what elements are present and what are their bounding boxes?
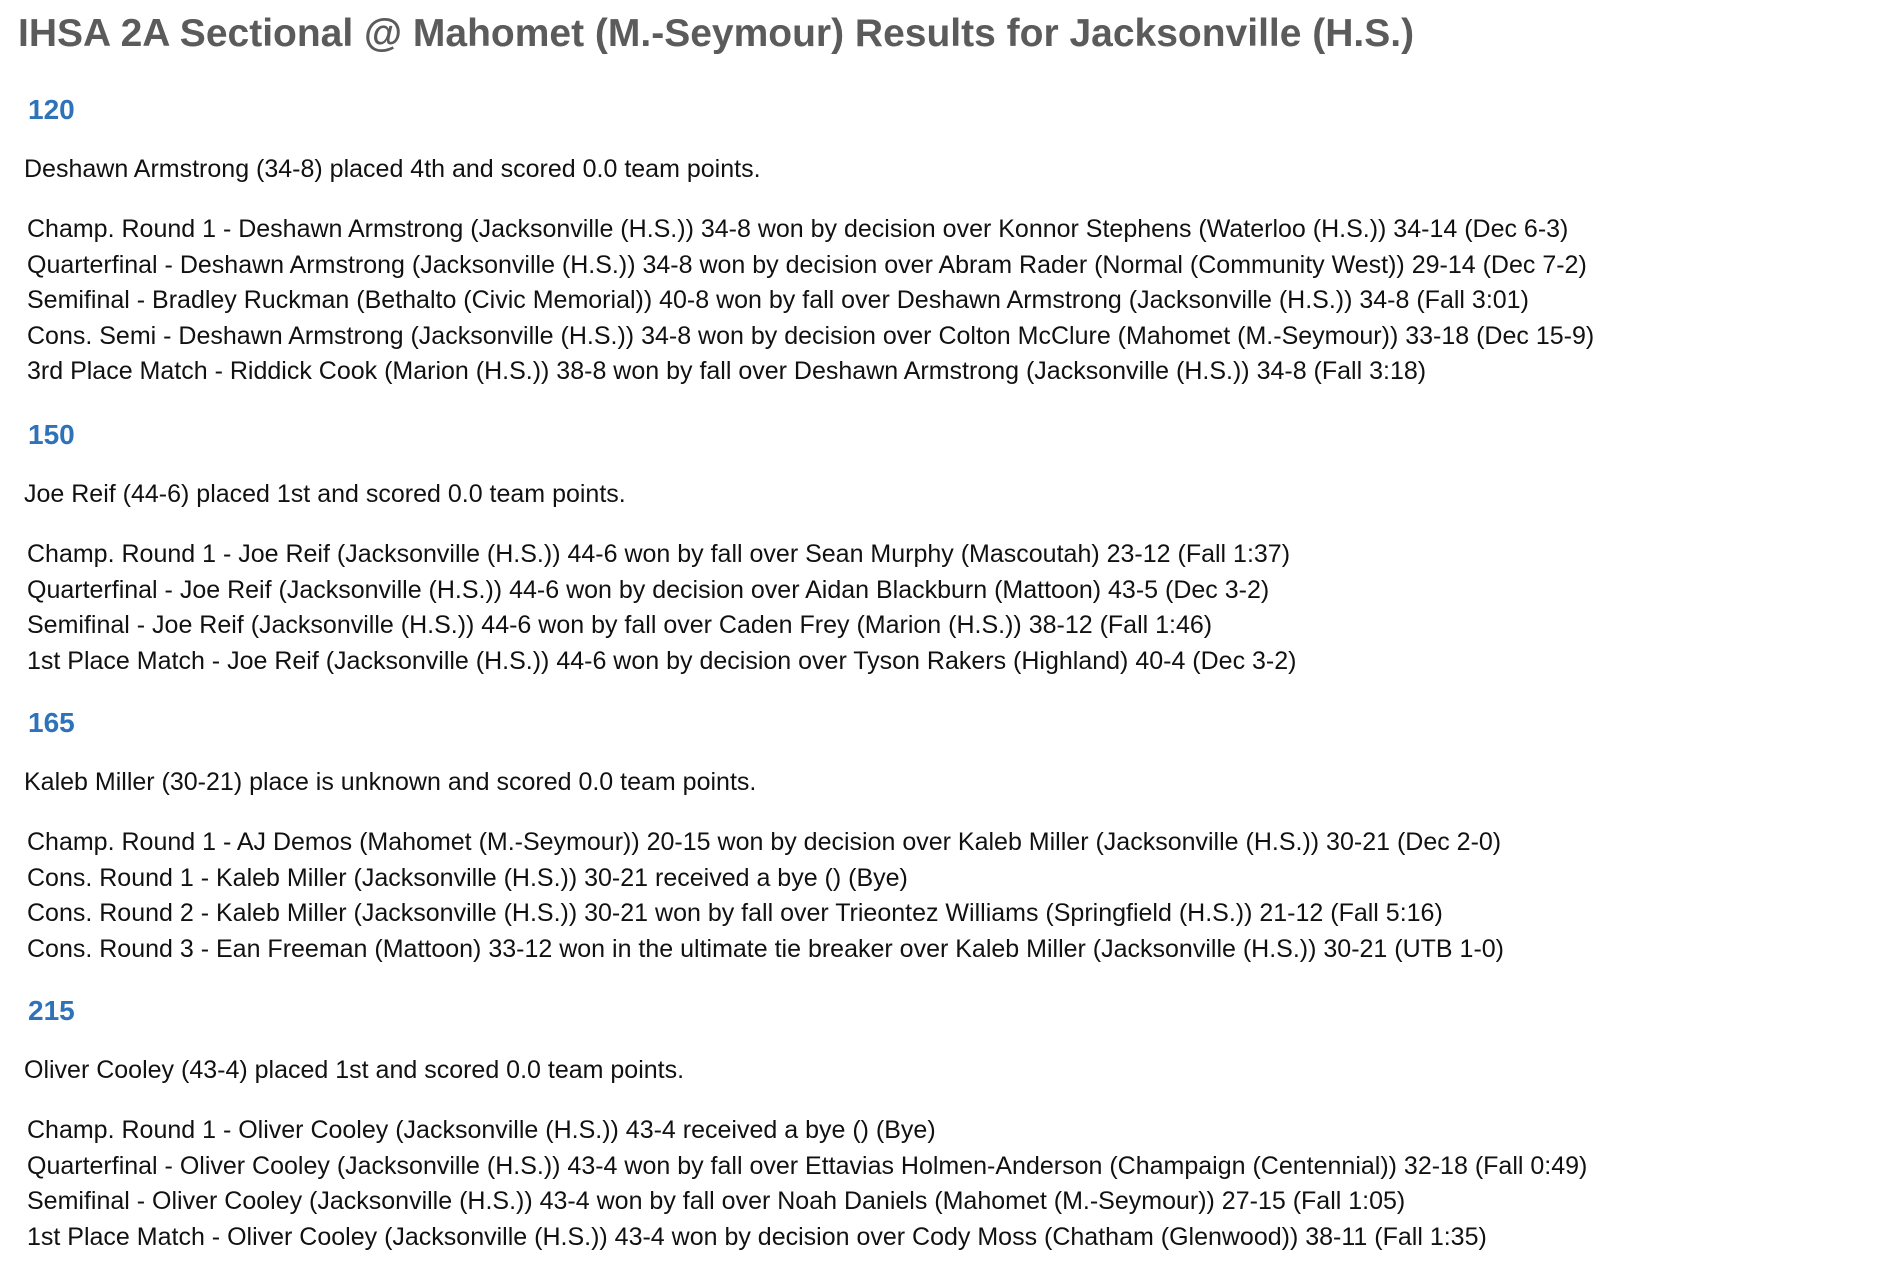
match-row: Quarterfinal - Deshawn Armstrong (Jacksonville (H.S.)) 34-8 won by decision over Abram Rader (Normal (Community West)) 29-14 (Dec 7-2) — [27, 250, 1587, 279]
match-list — [27, 825, 1504, 967]
match-row: Semifinal - Oliver Cooley (Jacksonville (H.S.)) 43-4 won by fall over Noah Daniels (Mahomet (M.-Seymour)) 27-15 (Fall 1:05) — [27, 1187, 1406, 1216]
match-row: Semifinal - Bradley Ruckman (Bethalto (Civic Memorial)) 40-8 won by fall over Deshawn Armstrong (Jacksonville (H.S.)) 34-8 (Fall 3:01) — [27, 286, 1529, 315]
match-list — [27, 212, 1594, 390]
match-row: 1st Place Match - Joe Reif (Jacksonville (H.S.)) 44-6 won by decision over Tyson Rakers (Highland) 40-4 (Dec 3-2) — [27, 646, 1297, 675]
match-list — [27, 537, 1296, 679]
wrestler-summary: Kaleb Miller (30-21) place is unknown and scored 0.0 team points. — [24, 768, 757, 796]
wrestler-summary: Deshawn Armstrong (34-8) placed 4th and scored 0.0 team points. — [24, 155, 761, 183]
weight-heading: 215 — [28, 995, 75, 1026]
match-row: 3rd Place Match - Riddick Cook (Marion (H.S.)) 38-8 won by fall over Deshawn Armstrong (Jacksonville (H.S.)) 34-8 (Fall 3:18) — [27, 357, 1427, 386]
match-row: Cons. Round 3 - Ean Freeman (Mattoon) 33-12 won in the ultimate tie breaker over Kaleb Miller (Jacksonville (H.S.)) 30-21 (UTB 1-0) — [27, 934, 1505, 963]
weight-heading: 150 — [28, 419, 75, 450]
page-title: IHSA 2A Sectional @ Mahomet (M.-Seymour) Results for Jacksonville (H.S.) — [18, 12, 1415, 55]
match-row: Champ. Round 1 - AJ Demos (Mahomet (M.-Seymour)) 20-15 won by decision over Kaleb Miller (Jacksonville (H.S.)) 30-21 (Dec 2-0) — [27, 828, 1502, 856]
wrestler-summary: Oliver Cooley (43-4) placed 1st and scored 0.0 team points. — [24, 1056, 685, 1084]
weight-heading: 165 — [28, 707, 75, 738]
match-row: Champ. Round 1 - Joe Reif (Jacksonville (H.S.)) 44-6 won by fall over Sean Murphy (Mascoutah) 23-12 (Fall 1:37) — [27, 540, 1291, 568]
match-row: Cons. Semi - Deshawn Armstrong (Jacksonville (H.S.)) 34-8 won by decision over Colton McClure (Mahomet (M.-Seymour)) 33-18 (Dec 15-9) — [27, 321, 1595, 350]
match-row: Champ. Round 1 - Oliver Cooley (Jacksonville (H.S.)) 43-4 received a bye () (Bye) — [27, 1116, 936, 1144]
match-row: Quarterfinal - Joe Reif (Jacksonville (H.S.)) 44-6 won by decision over Aidan Blackburn (Mattoon) 43-5 (Dec 3-2) — [27, 575, 1270, 604]
weight-heading: 120 — [28, 94, 75, 125]
match-list — [27, 1113, 1587, 1255]
match-row: Cons. Round 1 - Kaleb Miller (Jacksonville (H.S.)) 30-21 received a bye () (Bye) — [27, 863, 908, 892]
wrestler-summary: Joe Reif (44-6) placed 1st and scored 0.0 team points. — [24, 480, 626, 508]
match-row: Champ. Round 1 - Deshawn Armstrong (Jacksonville (H.S.)) 34-8 won by decision over Konnor Stephens (Waterloo (H.S.)) 34-14 (Dec 6-3) — [27, 215, 1569, 243]
match-row: Semifinal - Joe Reif (Jacksonville (H.S.)) 44-6 won by fall over Caden Frey (Marion (H.S.)) 38-12 (Fall 1:46) — [27, 611, 1213, 640]
match-row: Quarterfinal - Oliver Cooley (Jacksonville (H.S.)) 43-4 won by fall over Ettavias Holmen-Anderson (Champaign (Centennial)) 32-18 (Fall 0:49) — [27, 1151, 1588, 1180]
match-row: 1st Place Match - Oliver Cooley (Jacksonville (H.S.)) 43-4 won by decision over Cody Moss (Chatham (Glenwood)) 38-11 (Fall 1:35) — [27, 1222, 1487, 1251]
match-row: Cons. Round 2 - Kaleb Miller (Jacksonville (H.S.)) 30-21 won by fall over Trieontez Williams (Springfield (H.S.)) 21-12 (Fall 5:16) — [27, 899, 1443, 928]
